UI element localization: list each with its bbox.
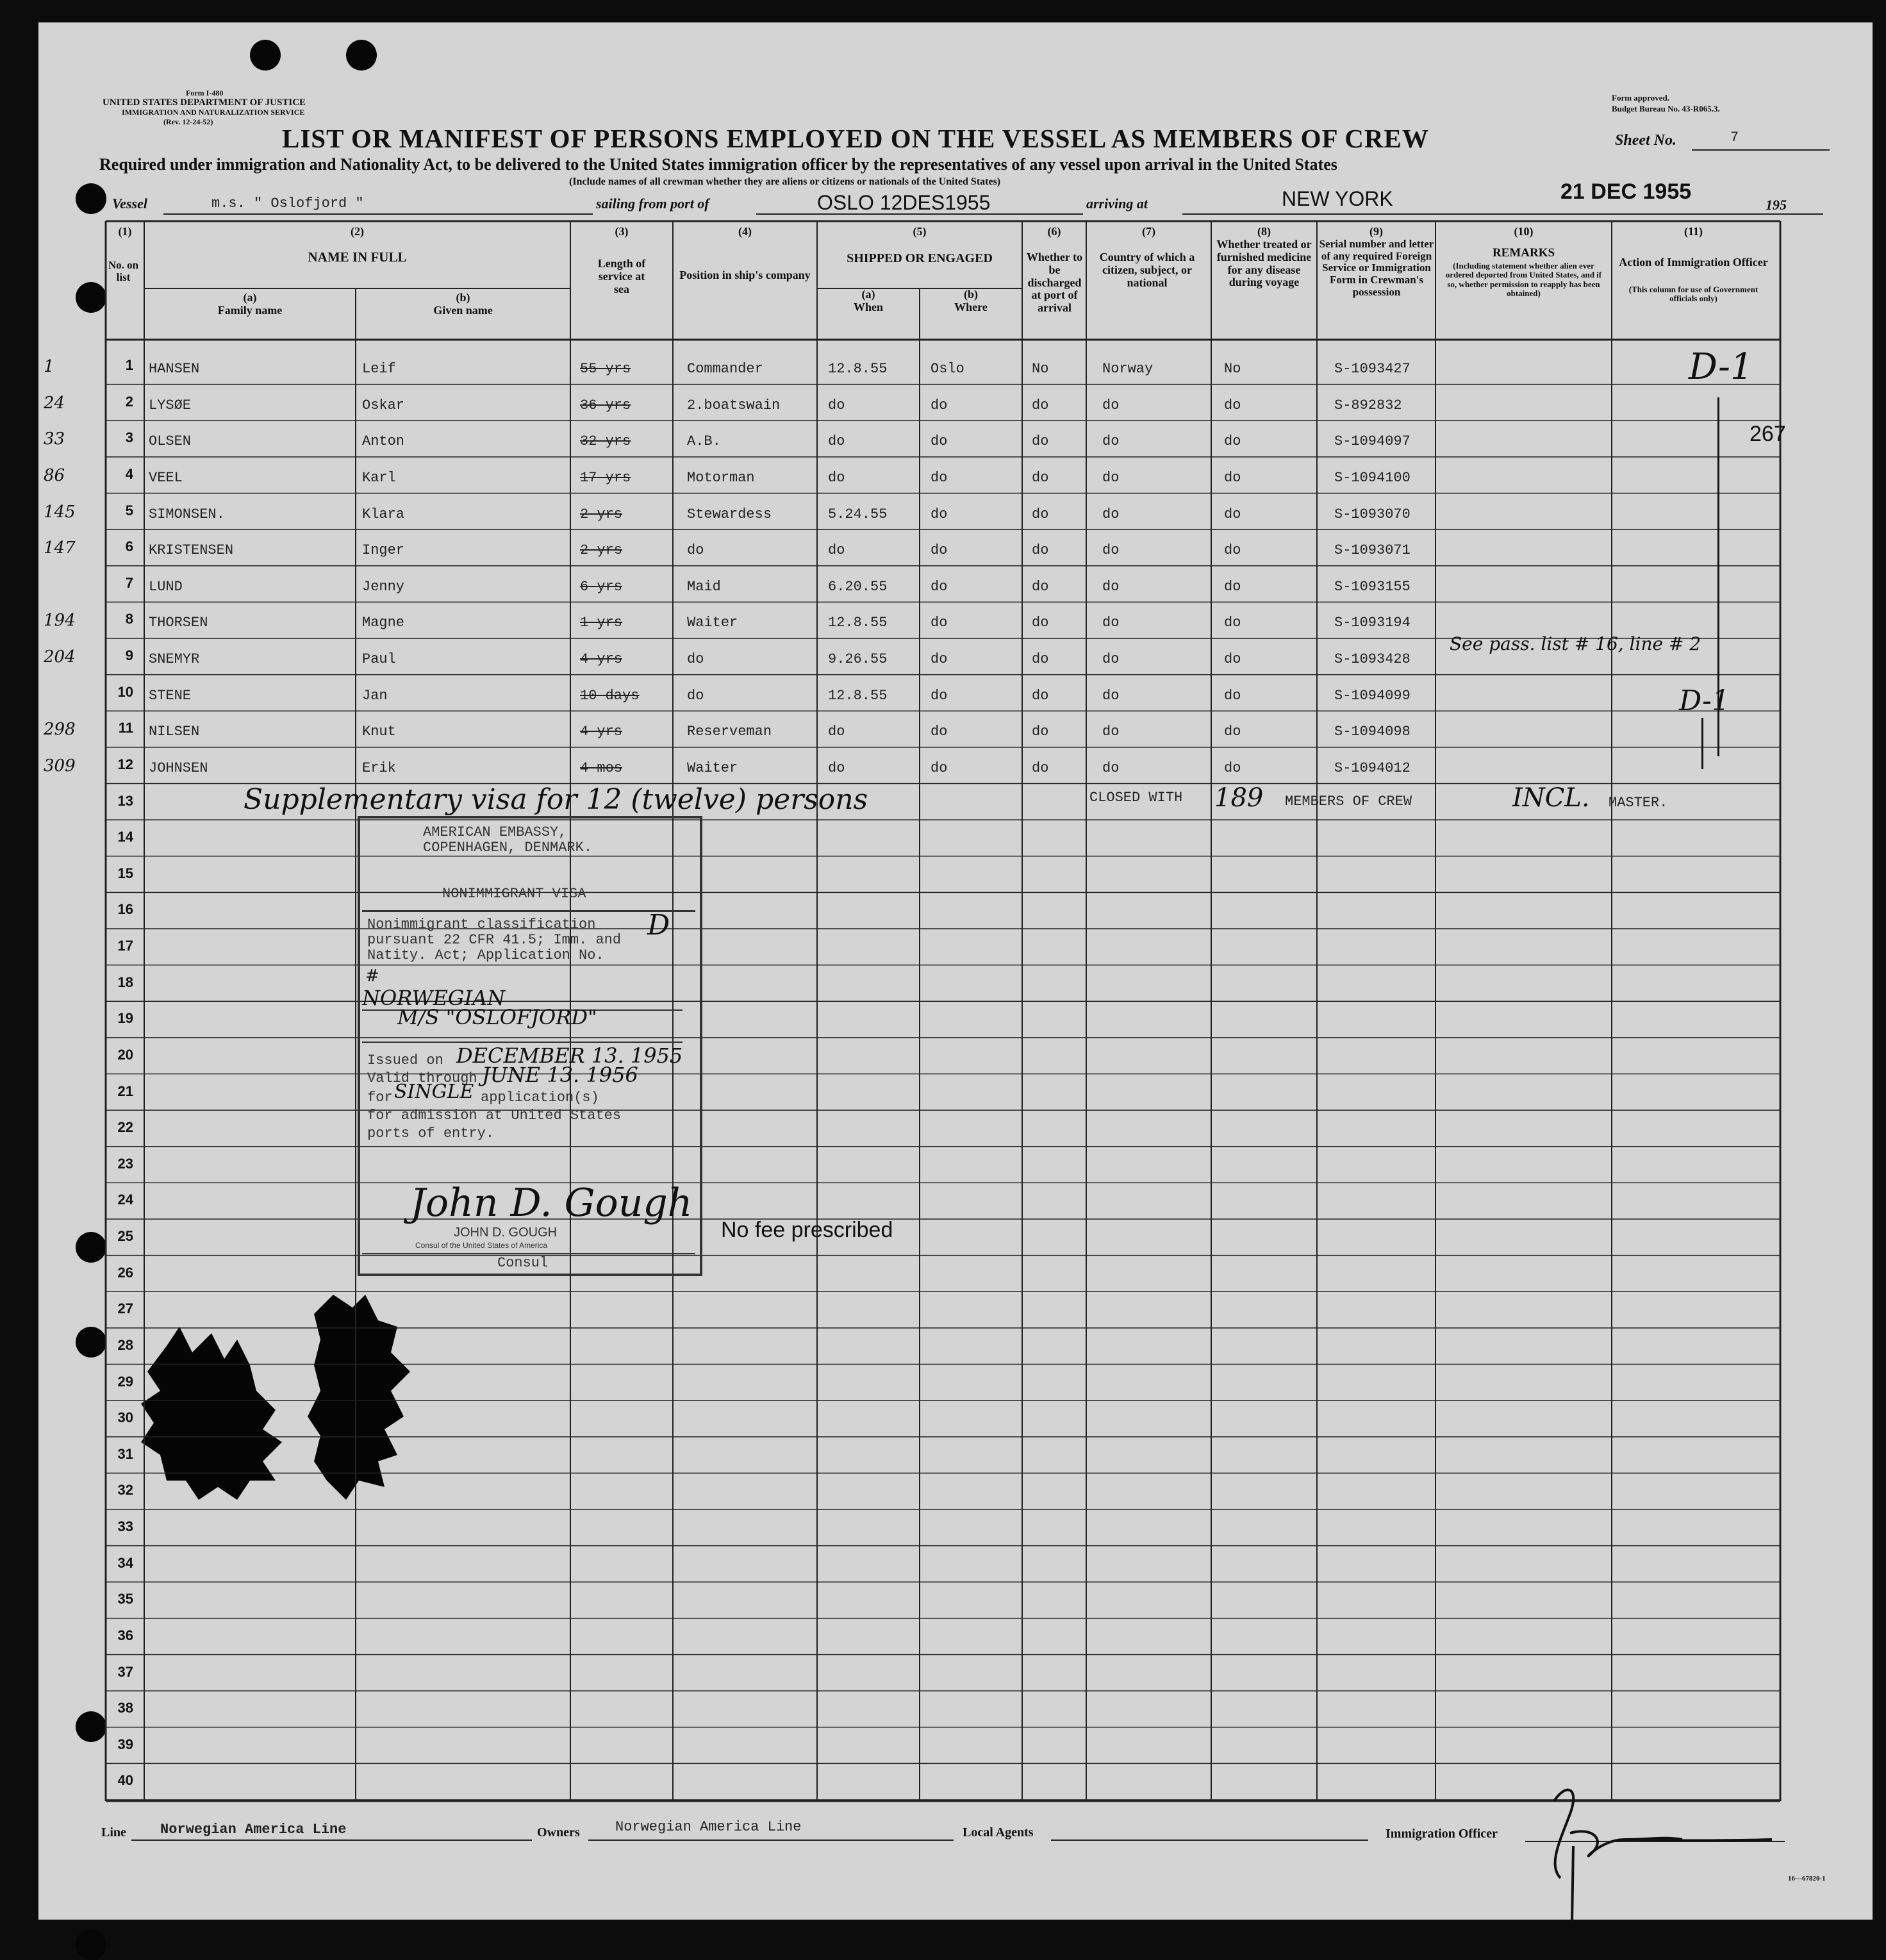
crew-service-length: 17 yrs <box>580 469 631 486</box>
crew-country: do <box>1102 615 1120 631</box>
stamp-ship: M/S "OSLOFJORD" <box>397 1005 597 1029</box>
crew-given-name: Klara <box>362 506 405 522</box>
col5a-header: (a) When <box>853 288 883 313</box>
crew-shipped-when: do <box>828 724 845 740</box>
crew-given-name: Knut <box>362 724 396 740</box>
crew-country: do <box>1102 724 1120 740</box>
crew-position: Waiter <box>687 615 738 631</box>
stamp-admission: for admission at United States <box>367 1108 622 1124</box>
crew-country: Norway <box>1102 361 1154 377</box>
crew-serial-number: S-1093071 <box>1334 542 1410 559</box>
crew-medicine: do <box>1224 397 1241 413</box>
row-number: 6 <box>125 538 133 555</box>
crew-position: Motorman <box>687 469 755 486</box>
closed-with-label: CLOSED WITH <box>1089 790 1183 806</box>
crew-list-ref: 204 <box>44 647 76 667</box>
crew-discharged: do <box>1032 506 1049 522</box>
crew-family-name: NILSEN <box>149 724 200 740</box>
crew-discharged: do <box>1032 687 1049 704</box>
crew-shipped-where: do <box>931 724 948 740</box>
crew-family-name: OLSEN <box>149 433 192 450</box>
col5-number: (5) <box>913 225 927 238</box>
crew-medicine: No <box>1224 361 1241 377</box>
row-number: 8 <box>125 611 133 627</box>
budget-bureau: Budget Bureau No. 43-R065.3. <box>1612 104 1720 113</box>
punch-hole <box>76 1929 106 1960</box>
col2a-header: (a) Family name <box>217 291 283 317</box>
crew-country: do <box>1102 760 1120 776</box>
stamp-issued-label: Issued on <box>367 1052 443 1068</box>
row-number: 3 <box>125 429 133 446</box>
stamp-rule <box>362 910 695 912</box>
owners-label: Owners <box>537 1825 580 1840</box>
crew-family-name: THORSEN <box>149 615 208 631</box>
agents-label: Local Agents <box>963 1825 1034 1840</box>
crew-family-name: STENE <box>149 687 192 704</box>
crew-position: do <box>687 651 704 667</box>
crew-shipped-when: 12.8.55 <box>828 361 888 377</box>
col6-header: Whether to be discharged at port of arrival <box>1026 251 1083 315</box>
col11-subheader: (This column for use of Government officials only) <box>1628 285 1758 304</box>
vessel-name: m.s. " Oslofjord " <box>211 195 364 212</box>
crew-medicine: do <box>1224 578 1241 595</box>
crew-medicine: do <box>1224 651 1241 667</box>
crew-shipped-where: do <box>931 651 948 667</box>
crew-given-name: Leif <box>362 361 396 377</box>
crew-family-name: HANSEN <box>149 361 200 377</box>
crew-medicine: do <box>1224 506 1241 522</box>
crew-serial-number: S-1094099 <box>1334 687 1410 704</box>
action-mark: D-1 <box>1689 346 1753 388</box>
crew-given-name: Magne <box>362 615 405 631</box>
crew-service-length: 32 yrs <box>580 433 631 450</box>
crew-shipped-where: do <box>931 578 948 595</box>
crew-serial-number: S-1093155 <box>1334 578 1410 595</box>
crew-discharged: do <box>1032 397 1049 413</box>
stamp-visa-type: NONIMMIGRANT VISA <box>442 886 586 902</box>
col10-header: REMARKS <box>1492 246 1555 260</box>
crew-shipped-where: do <box>931 397 948 413</box>
col3-header: Length of service at sea <box>597 257 646 295</box>
crew-serial-number: S-1093070 <box>1334 506 1410 522</box>
row-number: 13 <box>117 792 133 809</box>
crew-shipped-when: 5.24.55 <box>828 506 888 522</box>
stamp-embassy: AMERICAN EMBASSY, <box>423 824 567 840</box>
row-number: 25 <box>117 1228 133 1244</box>
stamp-app-no: # <box>365 967 379 986</box>
stamp-class-value: D <box>647 909 670 942</box>
crew-country: do <box>1102 397 1120 413</box>
row-number: 40 <box>117 1772 133 1789</box>
crew-shipped-when: do <box>828 433 845 450</box>
col4-number: (4) <box>738 225 752 238</box>
row-number: 39 <box>117 1736 133 1752</box>
col5b-header: (b) Where <box>954 288 988 313</box>
crew-given-name: Oskar <box>362 397 405 413</box>
crew-discharged: do <box>1032 760 1049 776</box>
crew-position: do <box>687 542 704 559</box>
crew-shipped-where: do <box>931 542 948 559</box>
crew-service-length: 6 yrs <box>580 578 623 595</box>
crew-position: Waiter <box>687 760 738 776</box>
crew-country: do <box>1102 506 1120 522</box>
stamp-nationality: NORWEGIAN <box>362 986 506 1010</box>
row-number: 15 <box>117 865 133 881</box>
crew-list-ref: 309 <box>44 756 76 776</box>
owners-value: Norwegian America Line <box>615 1819 802 1835</box>
crew-shipped-where: do <box>931 433 948 450</box>
service: IMMIGRATION AND NATURALIZATION SERVICE <box>122 108 305 117</box>
crew-list-ref: 298 <box>44 720 76 740</box>
crew-shipped-where: do <box>931 506 948 522</box>
row-number: 35 <box>117 1591 133 1607</box>
col8-number: (8) <box>1257 225 1271 238</box>
crew-position: Reserveman <box>687 724 772 740</box>
crew-discharged: do <box>1032 651 1049 667</box>
row-number: 21 <box>117 1083 133 1099</box>
crew-country: do <box>1102 469 1120 486</box>
no-fee-stamp: No fee prescribed <box>721 1218 893 1242</box>
crew-given-name: Jenny <box>362 578 405 595</box>
officer-signature-icon <box>1535 1775 1778 1929</box>
col10-subheader: (Including statement whether alien ever ordered deported from United States, and if so, whether permission to reapply has been obtained) <box>1445 261 1602 298</box>
stamp-regulation: pursuant 22 CFR 41.5; Imm. and <box>367 932 622 948</box>
crew-service-length: 4 mos <box>580 760 623 776</box>
crew-family-name: SNEMYR <box>149 651 200 667</box>
consul-signature: John D. Gough <box>410 1181 693 1225</box>
line-value: Norwegian America Line <box>160 1822 347 1838</box>
remark-row-9: See pass. list # 16, line # 2 <box>1450 633 1701 654</box>
crew-discharged: do <box>1032 615 1049 631</box>
crew-position: Commander <box>687 361 763 377</box>
page-subtitle: Required under immigration and Nationality Act, to be delivered to the United States immigration officer by the representatives of any vessel upon arrival in the United States <box>99 155 1337 174</box>
row-number: 17 <box>117 938 133 954</box>
col1-header: No. on list <box>108 259 139 283</box>
crew-family-name: SIMONSEN. <box>149 506 225 522</box>
col11-number: (11) <box>1684 225 1703 238</box>
col7-header: Country of which a citizen, subject, or national <box>1099 251 1195 289</box>
crew-medicine: do <box>1224 433 1241 450</box>
stamp-classification: Nonimmigrant classification <box>367 917 596 933</box>
row-number: 36 <box>117 1627 133 1643</box>
col9-header: Serial number and letter of any required Foreign Service or Immigration Form in Crewman's possession <box>1319 238 1434 298</box>
row-number: 9 <box>125 647 133 663</box>
crew-given-name: Inger <box>362 542 405 559</box>
arriving-label: arriving at <box>1086 195 1148 212</box>
crew-service-length: 10 days <box>580 687 640 704</box>
arriving-port: NEW YORK <box>1282 187 1393 210</box>
row-number: 29 <box>117 1373 133 1390</box>
stamp-rule <box>362 1042 682 1043</box>
crew-serial-number: S-1094098 <box>1334 724 1410 740</box>
crew-medicine: do <box>1224 687 1241 704</box>
crew-shipped-when: do <box>828 469 845 486</box>
crew-family-name: JOHNSEN <box>149 760 208 776</box>
crew-list-ref: 147 <box>44 538 76 558</box>
arrival-date: 21 DEC 1955 <box>1560 179 1692 204</box>
row-number: 20 <box>117 1046 133 1063</box>
crew-serial-number: S-1094012 <box>1334 760 1410 776</box>
crew-given-name: Anton <box>362 433 405 450</box>
crew-discharged: do <box>1032 724 1049 740</box>
col9-number: (9) <box>1369 225 1383 238</box>
include-note: (Include names of all crewman whether they are aliens or citizens or nationals of the United States) <box>569 176 1001 187</box>
col8-header: Whether treated or furnished medicine for any disease during voyage <box>1216 238 1312 289</box>
crew-shipped-where: do <box>931 469 948 486</box>
crew-shipped-where: do <box>931 760 948 776</box>
incl-note: INCL. <box>1512 783 1590 813</box>
stamp-application: Natity. Act; Application No. <box>367 947 604 963</box>
col5-header: SHIPPED OR ENGAGED <box>847 251 993 265</box>
crew-service-length: 1 yrs <box>580 615 623 631</box>
crew-shipped-when: do <box>828 542 845 559</box>
row-number: 30 <box>117 1409 133 1426</box>
crew-serial-number: S-1094100 <box>1334 469 1410 486</box>
crew-serial-number: S-1093427 <box>1334 361 1410 377</box>
row-number: 24 <box>117 1192 133 1208</box>
crew-medicine: do <box>1224 724 1241 740</box>
year-suffix: 195 <box>1766 197 1787 213</box>
row-number: 38 <box>117 1700 133 1716</box>
crew-discharged: do <box>1032 578 1049 595</box>
sailing-label: sailing from port of <box>596 195 709 212</box>
row-number: 12 <box>117 756 133 772</box>
crew-serial-number: S-1093428 <box>1334 651 1410 667</box>
row-number: 33 <box>117 1518 133 1534</box>
crew-service-length: 2 yrs <box>580 506 623 522</box>
row-number: 26 <box>117 1264 133 1281</box>
row-number: 18 <box>117 974 133 990</box>
stamped-number: 267 <box>1750 422 1786 446</box>
stamp-issued-date: DECEMBER 13. 1955 <box>456 1043 683 1068</box>
vessel-label: Vessel <box>112 195 147 212</box>
col11-header: Action of Immigration Officer <box>1619 256 1768 269</box>
crew-shipped-when: 12.8.55 <box>828 615 888 631</box>
col6-number: (6) <box>1047 225 1061 238</box>
crew-position: Maid <box>687 578 721 595</box>
row-number: 31 <box>117 1445 133 1462</box>
crew-service-length: 4 yrs <box>580 651 623 667</box>
col1-number: (1) <box>118 225 132 238</box>
members-of-crew-label: MEMBERS OF CREW <box>1285 793 1412 810</box>
stamp-valid-label: Valid through <box>367 1070 477 1086</box>
row-number: 19 <box>117 1010 133 1027</box>
supplementary-visa-note: Supplementary visa for 12 (twelve) persons <box>244 783 868 816</box>
crew-given-name: Jan <box>362 687 388 704</box>
action-mark-lower: D-1 <box>1679 685 1730 717</box>
crew-shipped-where: Oslo <box>931 361 964 377</box>
crew-shipped-where: do <box>931 687 948 704</box>
crew-family-name: KRISTENSEN <box>149 542 234 559</box>
crew-serial-number: S-892832 <box>1334 397 1402 413</box>
crew-service-length: 36 yrs <box>580 397 631 413</box>
crew-list-ref: 33 <box>44 429 65 449</box>
row-number: 37 <box>117 1663 133 1680</box>
row-number: 16 <box>117 901 133 918</box>
crew-family-name: LYSØE <box>149 397 192 413</box>
row-number: 7 <box>125 574 133 591</box>
col10-number: (10) <box>1514 225 1534 238</box>
crew-given-name: Erik <box>362 760 396 776</box>
stamp-applications: application(s) <box>481 1090 599 1106</box>
crew-position: A.B. <box>687 433 721 450</box>
row-number: 27 <box>117 1300 133 1317</box>
row-number: 4 <box>125 465 133 482</box>
print-code: 16—67820-1 <box>1788 1875 1826 1882</box>
crew-position: 2.boatswain <box>687 397 781 413</box>
department: UNITED STATES DEPARTMENT OF JUSTICE <box>103 97 306 108</box>
crew-list-ref: 86 <box>44 465 65 485</box>
crew-shipped-when: 9.26.55 <box>828 651 888 667</box>
col2-number: (2) <box>351 225 364 238</box>
crew-medicine: do <box>1224 615 1241 631</box>
agents-underline <box>1051 1840 1368 1841</box>
crew-list-ref: 1 <box>44 357 54 376</box>
stamp-rule <box>362 1253 695 1254</box>
crew-shipped-when: do <box>828 760 845 776</box>
sailing-port: OSLO 12DES1955 <box>817 191 991 214</box>
crew-discharged: do <box>1032 542 1049 559</box>
col2-header: NAME IN FULL <box>308 249 407 265</box>
stamp-for-label: for <box>367 1090 393 1106</box>
crew-discharged: do <box>1032 433 1049 450</box>
crew-shipped-when: do <box>828 397 845 413</box>
officer-label: Immigration Officer <box>1386 1827 1498 1841</box>
crew-discharged: No <box>1032 361 1049 377</box>
col3-number: (3) <box>615 225 629 238</box>
row-number: 1 <box>125 357 133 373</box>
crew-country: do <box>1102 542 1120 559</box>
page-title: LIST OR MANIFEST OF PERSONS EMPLOYED ON THE VESSEL AS MEMBERS OF CREW <box>282 124 1429 153</box>
crew-country: do <box>1102 578 1120 595</box>
action-bracket-line-lower <box>1701 718 1703 769</box>
sheet-number: 7 <box>1730 129 1739 145</box>
row-number: 28 <box>117 1336 133 1353</box>
stamp-city: COPENHAGEN, DENMARK. <box>423 840 593 856</box>
row-number: 32 <box>117 1482 133 1499</box>
row-number: 14 <box>117 829 133 845</box>
row-number: 2 <box>125 393 133 410</box>
crew-shipped-where: do <box>931 615 948 631</box>
crew-service-length: 4 yrs <box>580 724 623 740</box>
consul-title: Consul of the United States of America <box>415 1241 548 1250</box>
stamp-entries: SINGLE <box>394 1081 474 1103</box>
crew-discharged: do <box>1032 469 1049 486</box>
col2b-header: (b) Given name <box>433 291 493 317</box>
consul-name: JOHN D. GOUGH <box>454 1225 558 1240</box>
crew-list-ref: 194 <box>44 611 76 631</box>
row-number: 34 <box>117 1554 133 1571</box>
row-number: 22 <box>117 1119 133 1136</box>
crew-serial-number: S-1094097 <box>1334 433 1410 450</box>
line-label: Line <box>101 1825 126 1840</box>
master-label: MASTER. <box>1609 795 1668 811</box>
crew-list-ref: 24 <box>44 393 65 413</box>
crew-country: do <box>1102 433 1120 450</box>
crew-given-name: Paul <box>362 651 396 667</box>
sheet-label: Sheet No. <box>1615 132 1676 149</box>
stamp-valid-date: JUNE 13. 1956 <box>482 1063 638 1087</box>
owners-underline <box>588 1840 954 1841</box>
crew-service-length: 2 yrs <box>580 542 623 559</box>
crew-service-length: 55 yrs <box>580 361 631 377</box>
consul-label: Consul <box>497 1255 549 1271</box>
crew-shipped-when: 12.8.55 <box>828 687 888 704</box>
row-number: 5 <box>125 502 133 519</box>
line-underline <box>131 1840 532 1841</box>
crew-given-name: Karl <box>362 469 396 486</box>
form-approval: Form approved. <box>1612 93 1670 103</box>
row-number: 23 <box>117 1155 133 1172</box>
crew-family-name: LUND <box>149 578 183 595</box>
crew-medicine: do <box>1224 469 1241 486</box>
crew-medicine: do <box>1224 542 1241 559</box>
crew-medicine: do <box>1224 760 1241 776</box>
crew-count: 189 <box>1214 783 1264 813</box>
crew-position: Stewardess <box>687 506 772 522</box>
crew-family-name: VEEL <box>149 469 183 486</box>
stamp-ports: ports of entry. <box>367 1125 495 1142</box>
form-number: Form I-480 <box>186 88 224 97</box>
row-number: 10 <box>117 683 133 700</box>
revision: (Rev. 12-24-52) <box>163 117 213 126</box>
col4-header: Position in ship's company <box>679 269 811 281</box>
row-number: 11 <box>118 720 133 736</box>
crew-serial-number: S-1093194 <box>1334 615 1410 631</box>
crew-position: do <box>687 687 704 704</box>
crew-country: do <box>1102 651 1120 667</box>
crew-shipped-when: 6.20.55 <box>828 578 888 595</box>
crew-list-ref: 145 <box>44 502 76 522</box>
col7-number: (7) <box>1142 225 1155 238</box>
crew-country: do <box>1102 687 1120 704</box>
